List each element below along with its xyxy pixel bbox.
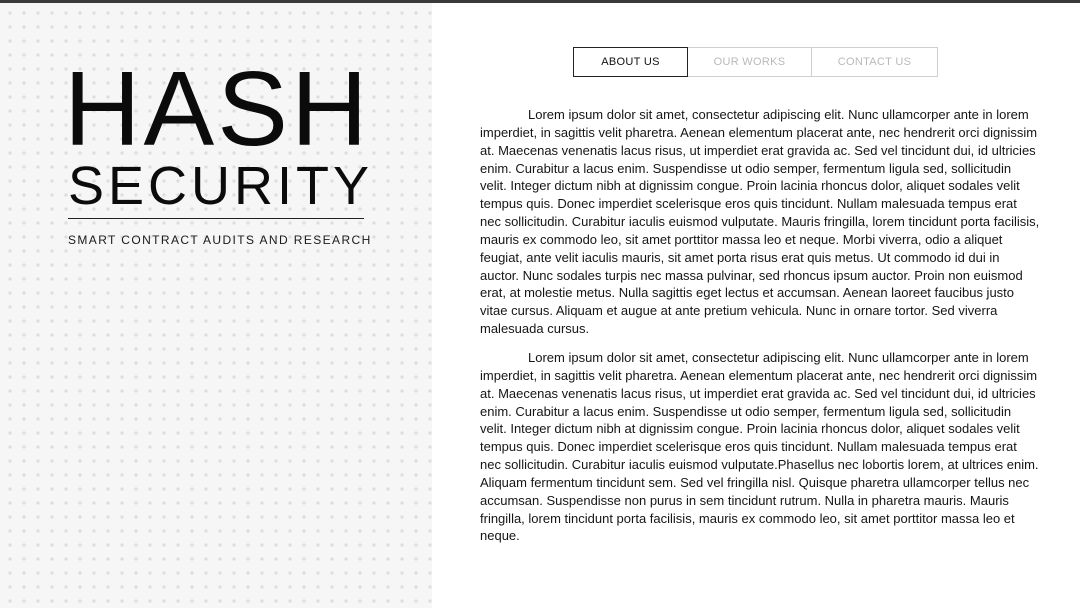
brand-divider: [68, 218, 364, 219]
brand-logo: [64, 50, 374, 247]
brand-panel: [0, 3, 432, 608]
tab-about-us[interactable]: ABOUT US: [573, 47, 688, 77]
about-content: [480, 106, 1040, 545]
paragraph-1: Lorem ipsum dolor sit amet, consectetur adipiscing elit. Nunc ullamcorper ante in lorem imperdiet, in sagittis velit pharetra. Aenean elementum placerat ante, nec hendrerit orci dignissim at. Maecenas venenatis lacus risus, ut imperdiet erat gravida ac. Sed vel tincidunt dui, id ultricies enim. Curabitur a lacus enim. Suspendisse ut odio semper, fermentum ligula sed, sollicitudin velit. Integer dictum nibh at dignissim congue. Proin lacinia rhoncus dolor, aliquet sodales velit tempus quis. Donec imperdiet scelerisque eros quis tincidunt. Nullam malesuada tempus erat nec sollicitudin. Curabitur iaculis euismod vulputate. Mauris fringilla, lorem tincidunt porta facilisis, mauris ex commodo leo, sit amet porttitor massa leo et neque. Morbi viverra, odio a aliquet feugiat, ante velit iaculis mauris, sit amet porta risus erat quis metus. Ut commodo id dui in auctor. Nunc sodales turpis nec massa pulvinar, sed rhoncus ipsum auctor. Proin non euismod erat, at molestie metus. Nulla sagittis eget lectus et accumsan. Aenean laoreet faucibus justo vitae cursus. Aliquam et augue at ante pretium vehicula. Nunc in ornare tortor. Sed viverra malesuada cursus.: [480, 107, 1040, 337]
paragraph-2: Lorem ipsum dolor sit amet, consectetur adipiscing elit. Nunc ullamcorper ante in lorem imperdiet, in sagittis velit pharetra. Aenean elementum placerat ante, nec hendrerit orci dignissim at. Maecenas venenatis lacus risus, ut imperdiet erat gravida ac. Sed vel tincidunt dui, id ultricies enim. Curabitur a lacus enim. Suspendisse ut odio semper, fermentum ligula sed, sollicitudin velit. Integer dictum nibh at dignissim congue. Proin lacinia rhoncus dolor, aliquet sodales velit tempus quis. Donec imperdiet scelerisque eros quis tincidunt. Nullam malesuada tempus erat nec sollicitudin. Curabitur iaculis euismod vulputate.Phasellus nec lobortis lorem, at ultrices enim. Aliquam fermentum tincidunt sem. Sed vel fringilla nisl. Quisque pharetra ullamcorper tellus nec accumsan. Suspendisse non purus in sem tincidunt rutrum. Nulla in pharetra mauris. Mauris fringilla, lorem tincidunt porta facilisis, mauris ex commodo leo, sit amet porttitor massa leo et neque.: [480, 349, 1039, 544]
tab-contact-us[interactable]: CONTACT US: [811, 47, 938, 77]
brand-title-security: SECURITY: [68, 156, 374, 216]
tab-our-works[interactable]: OUR WORKS: [687, 47, 812, 77]
brand-tagline: SMART CONTRACT AUDITS AND RESEARCH: [68, 233, 372, 247]
brand-title-hash: HASH: [64, 50, 371, 168]
main-nav: [573, 47, 938, 77]
